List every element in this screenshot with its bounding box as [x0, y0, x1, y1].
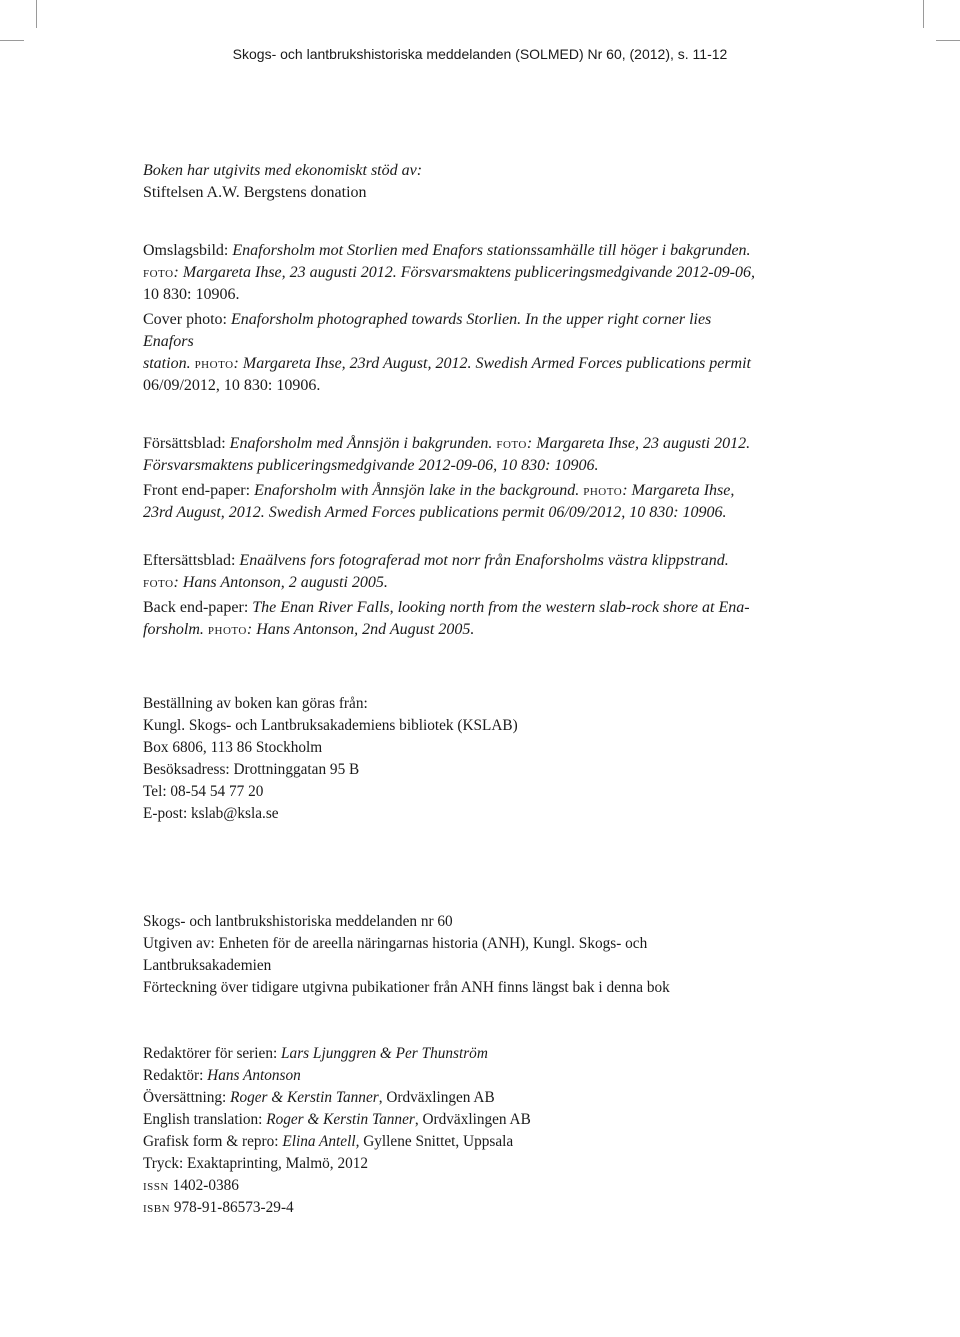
order-line-4: Besöksadress: Drottninggatan 95 B [143, 761, 360, 778]
series-line-3: Lantbruksakademien [143, 957, 272, 974]
issn: issn 1402-0386 [143, 1177, 239, 1194]
crop-mark-tl-h [0, 40, 24, 41]
credit-english-translation: English translation: Roger & Kerstin Tanner, Ordväxlingen AB [143, 1111, 531, 1128]
support-line-2: Stiftelsen A.W. Bergstens donation [143, 184, 367, 201]
credits [143, 1043, 763, 1219]
credit-editor: Redaktör: Hans Antonson [143, 1067, 301, 1084]
cover-caption-sv: Omslagsbild: Enaforsholm mot Storlien med Enafors stationssamhälle till höger i bakgrunden. foto: Margareta Ihse, 23 augusti 2012. Försvarsmaktens publiceringsmedgivande 2012-09-06, 10 830: 10906. [143, 242, 755, 303]
back-caption-en: Back end-paper: The Enan River Falls, looking north from the western slab-rock shore at Ena- forsholm. photo: Hans Antonson, 2nd August 2005. [143, 599, 750, 638]
credit-series-editors: Redaktörer för serien: Lars Ljunggren & Per Thunström [143, 1045, 488, 1062]
series-line-1: Skogs- och lantbrukshistoriska meddelanden nr 60 [143, 913, 453, 930]
front-caption-en: Front end-paper: Enaforsholm with Ånnsjön lake in the background. photo: Margareta Ihse, 23rd August, 2012. Swedish Armed Forces publications permit 06/09/2012, 10 830: 10906. [143, 482, 735, 521]
crop-mark-tr-h [936, 40, 960, 41]
running-header: Skogs- och lantbrukshistoriska meddelanden (SOLMED) Nr 60, (2012), s. 11-12 [232, 46, 728, 62]
order-line-1: Beställning av boken kan göras från: [143, 695, 368, 712]
crop-mark-tl-v [36, 0, 37, 28]
series-line-4: Förteckning över tidigare utgivna pubikationer från ANH finns längst bak i denna bok [143, 979, 670, 996]
order-line-5: Tel: 08-54 54 77 20 [143, 783, 264, 800]
cover-caption-en: Cover photo: Enaforsholm photographed towards Storlien. In the upper right corner lies Enafors station. photo: Margareta Ihse, 23rd August, 2012. Swedish Armed Forces publications permit 06/09/2012, 10 830: 10906. [143, 311, 751, 394]
credit-print: Tryck: Exaktaprinting, Malmö, 2012 [143, 1155, 369, 1172]
colophon [143, 160, 763, 1219]
crop-mark-tr-v [923, 0, 924, 28]
back-caption-sv: Eftersättsblad: Enaälvens fors fotograferad mot norr från Enaforsholms västra klippstrand. foto: Hans Antonson, 2 augusti 2005. [143, 552, 729, 591]
order-line-2: Kungl. Skogs- och Lantbruksakademiens bibliotek (KSLAB) [143, 717, 518, 734]
order-email: E-post: kslab@ksla.se [143, 805, 279, 822]
order-info [143, 693, 763, 825]
credit-translation: Översättning: Roger & Kerstin Tanner, Ordväxlingen AB [143, 1089, 495, 1106]
credit-graphic-design: Grafisk form & repro: Elina Antell, Gyllene Snittet, Uppsala [143, 1133, 514, 1150]
isbn: isbn 978-91-86573-29-4 [143, 1199, 294, 1216]
support-line-1: Boken har utgivits med ekonomiskt stöd av: [143, 162, 423, 179]
front-caption-sv: Försättsblad: Enaforsholm med Ånnsjön i bakgrunden. foto: Margareta Ihse, 23 augusti 2012. Försvarsmaktens publiceringsmedgivande 2012-09-06, 10 830: 10906. [143, 435, 751, 474]
order-line-3: Box 6806, 113 86 Stockholm [143, 739, 323, 756]
series-info [143, 911, 763, 999]
series-line-2: Utgiven av: Enheten för de areella näringarnas historia (ANH), Kungl. Skogs- och [143, 935, 648, 952]
